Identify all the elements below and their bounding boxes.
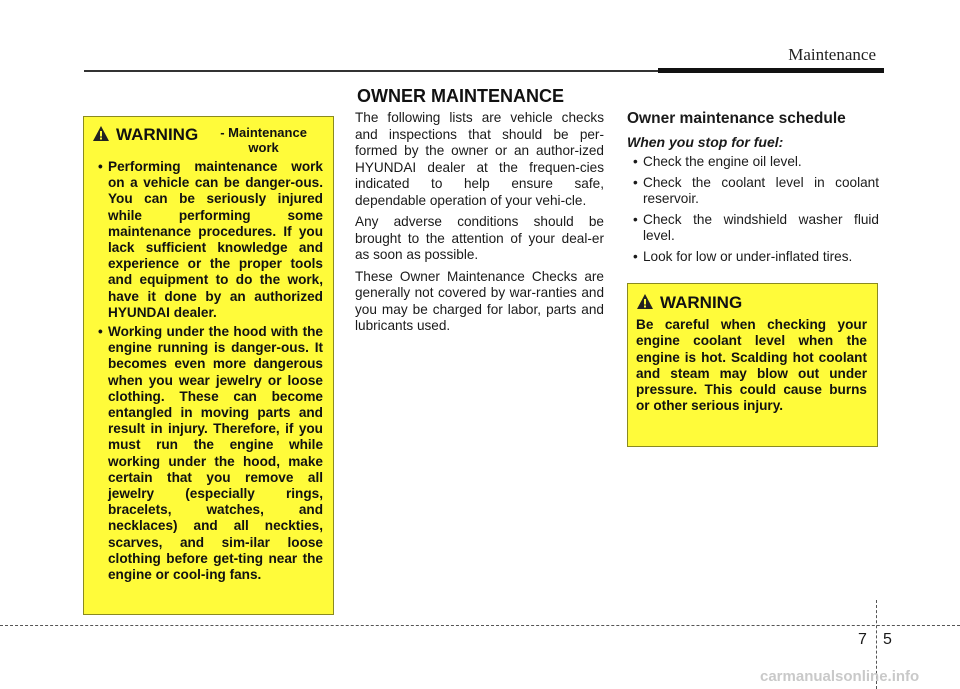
page-number: 5 [883, 631, 892, 648]
warning-item: • Performing maintenance work on a vehicle can be danger-ous. You can be seriously injured while performing some maintenance procedures. If you lack sufficient knowledge and experience or the proper tools and equipment to do the work, have it done by an authorized HYUNDAI dealer. [92, 159, 323, 321]
maintenance-warning-box [83, 116, 334, 615]
warning-header [636, 293, 867, 313]
checklist-item: • Check the windshield washer fluid level. [627, 212, 879, 245]
intro-paragraph: Any adverse conditions should be brought to the attention of your deal-er as soon as possible. [355, 214, 604, 262]
section-title: OWNER MAINTENANCE [357, 86, 564, 106]
coolant-warning-box [627, 283, 878, 447]
intro-paragraph: These Owner Maintenance Checks are generally not covered by war-ranties and you may be charged for labor, parts and lubricants used. [355, 268, 604, 333]
warning-item: • Working under the hood with the engine running is danger-ous. It becomes even more dangerous when you wear jewelry or loose clothing. These can become entangled in moving parts and result in injury. Therefore, if you must run the engine while working under the hood, make certain that you remove all jewelry (especially rings, bracelets, watches, and necklaces) and all neckties, scarves, and sim-ilar loose clothing before get-ting near the engine or cool-ing fans. [92, 324, 323, 583]
warning-label: WARNING [660, 293, 743, 312]
warning-header [92, 125, 323, 155]
schedule-column [627, 110, 879, 269]
checklist-item: • Check the coolant level in coolant reservoir. [627, 175, 879, 208]
warning-list [92, 159, 323, 583]
schedule-subtitle: When you stop for fuel: [627, 134, 784, 150]
intro-column [355, 110, 604, 340]
chapter-number: 7 [858, 631, 867, 648]
warning-subtitle: - Maintenance work [220, 125, 307, 155]
warning-triangle-icon [636, 293, 654, 310]
coolant-warning-text: Be careful when checking your engine coolant level when the engine is hot. Scalding hot coolant and steam may blow out under pressure. This could cause burns or other serious injury. [636, 317, 867, 414]
running-header: Maintenance [788, 45, 876, 64]
warning-triangle-icon [92, 125, 110, 142]
checklist-item: • Check the engine oil level. [627, 154, 879, 171]
fuel-stop-checklist [627, 154, 879, 265]
warning-label: WARNING [116, 125, 199, 144]
footer-rule [0, 625, 960, 626]
watermark: carmanualsonline.info [760, 668, 920, 685]
header-rule-accent [658, 68, 884, 73]
schedule-title: Owner maintenance schedule [627, 110, 846, 127]
checklist-item: • Look for low or under-inflated tires. [627, 249, 879, 266]
intro-paragraph: The following lists are vehicle checks and inspections that should be per-formed by the owner or an author-ized HYUNDAI dealer at the frequen-cies indicated to help ensure safe, dependable operation of your vehi-cle. [355, 110, 604, 208]
